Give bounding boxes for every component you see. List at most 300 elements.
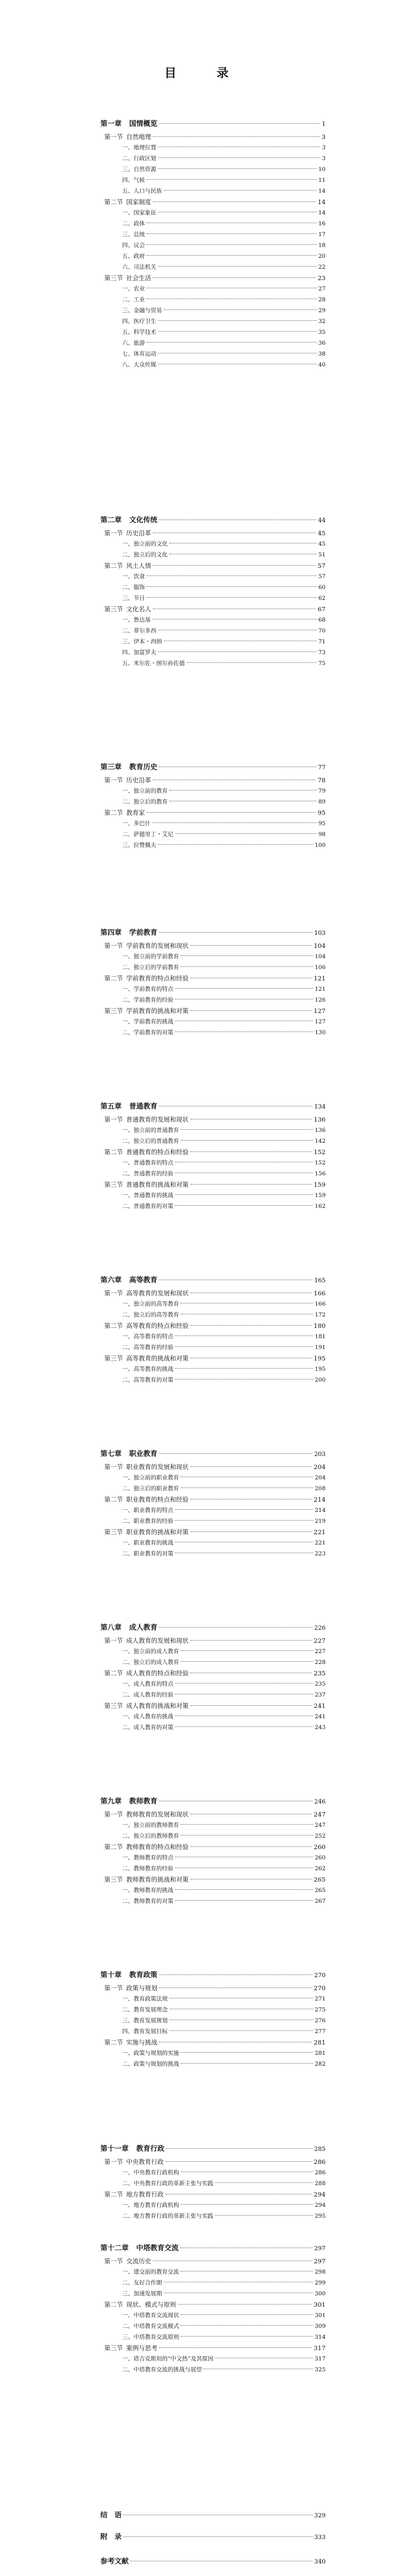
leader-dots — [152, 822, 317, 823]
toc-title: 普通教育 — [129, 1103, 158, 1111]
page-number: 219 — [314, 1518, 326, 1524]
page-number: 152 — [314, 1160, 326, 1166]
toc-section — [104, 1115, 326, 1124]
toc-section — [104, 1353, 326, 1363]
toc-title: 一、国家象征 — [122, 210, 156, 216]
toc-title: 一、农业 — [122, 286, 145, 292]
toc-title: 附 录 — [100, 2533, 122, 2541]
toc-title: 职业教育 — [129, 1450, 158, 1458]
leader-dots — [159, 123, 320, 124]
toc-label — [104, 528, 151, 538]
toc-title: 五、科学技术 — [122, 329, 156, 336]
page-number: 294 — [314, 2191, 326, 2198]
toc-subsection — [122, 2332, 326, 2342]
toc-subsection — [122, 1516, 326, 1526]
toc-section — [104, 941, 326, 951]
toc-subsection — [122, 963, 326, 972]
toc-subsection — [122, 984, 326, 994]
toc-title: 国家制度 — [126, 198, 151, 206]
toc-subsection — [122, 219, 326, 229]
toc-label — [122, 1375, 174, 1385]
toc-subsection — [122, 349, 326, 359]
toc-title: 二、教师教育的经验 — [122, 1865, 174, 1872]
leader-dots — [181, 1824, 313, 1825]
toc-label — [104, 1636, 189, 1645]
toc-label — [100, 1797, 157, 1807]
toc-label — [122, 1820, 179, 1830]
leader-dots — [190, 1010, 313, 1011]
toc-subsection — [122, 1864, 326, 1874]
page-number: 136 — [314, 1127, 326, 1134]
page-number: 165 — [314, 1277, 326, 1284]
toc-number: 第十二章 — [100, 2244, 129, 2252]
toc-label — [100, 1102, 157, 1112]
leader-dots — [164, 190, 317, 191]
toc-label — [122, 615, 151, 625]
toc-label — [122, 1647, 179, 1656]
page-number: 282 — [314, 2061, 326, 2067]
toc-subsection — [122, 2168, 326, 2178]
toc-number: 第十一章 — [100, 2145, 129, 2153]
page-number: 73 — [318, 649, 326, 656]
page-number: 130 — [314, 1029, 326, 1036]
toc-title: 二、行政区划 — [122, 155, 156, 162]
page-number: 281 — [314, 2039, 326, 2046]
toc-section — [104, 1495, 326, 1504]
page-title: 目 录 — [164, 66, 243, 80]
toc-title: 教育家 — [126, 809, 145, 817]
toc-title: 自然地理 — [126, 133, 151, 141]
toc-number: 第一节 — [104, 1984, 123, 1992]
toc-title: 三、加速发展期 — [122, 2290, 162, 2297]
toc-section — [104, 973, 326, 983]
toc-title: 二、独立后的职业教育 — [122, 1485, 179, 1492]
toc-label — [122, 1679, 174, 1689]
page-number: 286 — [314, 2158, 326, 2166]
toc-subsection — [122, 338, 326, 348]
toc-label — [122, 1169, 174, 1179]
toc-title: 实施与挑战 — [126, 2039, 157, 2046]
leader-dots — [147, 179, 317, 180]
toc-title: 四、加富罗夫 — [122, 649, 156, 656]
toc-subsection — [122, 1343, 326, 1352]
toc-section — [104, 1288, 326, 1298]
page-number: 270 — [314, 1972, 326, 1979]
leader-dots — [175, 833, 317, 834]
toc-subsection — [122, 2311, 326, 2320]
toc-label — [122, 1657, 179, 1667]
page-number: 172 — [314, 1312, 326, 1318]
page-number: 214 — [314, 1496, 326, 1503]
page-number: 127 — [314, 1007, 326, 1015]
toc-label — [104, 1842, 189, 1852]
page-number: 265 — [314, 1887, 326, 1894]
page-number: 297 — [314, 2257, 326, 2265]
page-number: 241 — [314, 1702, 326, 1710]
toc-title: 一、地理位置 — [122, 144, 156, 151]
toc-number: 第二节 — [104, 1843, 123, 1851]
toc-label — [122, 840, 156, 850]
toc-label — [122, 360, 156, 370]
toc-subsection — [122, 2027, 326, 2036]
toc-title: 职业教育的发展和现状 — [126, 1463, 189, 1471]
toc-title: 二、成人教育的对策 — [122, 1724, 174, 1731]
toc-title: 二、工业 — [122, 296, 145, 303]
page-number: 228 — [314, 1659, 326, 1666]
toc-subsection — [122, 1505, 326, 1515]
toc-subsection — [122, 1994, 326, 2004]
toc-label — [122, 1484, 179, 1493]
leader-dots — [190, 1640, 313, 1641]
page-number: 301 — [314, 2312, 326, 2319]
page-number: 235 — [314, 1669, 326, 1677]
toc-number: 第一节 — [104, 133, 123, 141]
toc-subsection — [122, 1820, 326, 1830]
page-number: 57 — [318, 573, 326, 580]
toc-label — [104, 1180, 189, 1189]
page-number: 78 — [317, 776, 326, 784]
page-number: 297 — [314, 2245, 326, 2252]
toc-subsection — [122, 327, 326, 337]
toc-label — [122, 2311, 179, 2320]
toc-title: 案例与思考 — [126, 2344, 157, 2352]
leader-dots — [190, 1325, 313, 1326]
toc-subsection — [122, 175, 326, 185]
toc-label — [104, 1462, 189, 1472]
toc-number: 第八章 — [100, 1624, 122, 1632]
toc-label — [122, 1332, 174, 1341]
toc-label — [122, 2016, 168, 2026]
toc-label — [104, 2157, 164, 2167]
toc-number: 第五章 — [100, 1103, 122, 1111]
toc-number: 第三章 — [100, 763, 122, 771]
toc-title: 一、独立前的学前教育 — [122, 953, 179, 960]
leader-dots — [147, 255, 317, 256]
toc-subsection — [122, 360, 326, 370]
page-number: 200 — [314, 1377, 326, 1383]
toc-section — [104, 132, 326, 142]
toc-label — [104, 1668, 189, 1678]
toc-label — [104, 1701, 189, 1711]
leader-dots — [175, 1509, 313, 1510]
toc-number: 第一节 — [104, 1637, 123, 1644]
page-number: 241 — [314, 1713, 326, 1720]
toc-label — [122, 2354, 213, 2364]
toc-chapter — [100, 1971, 326, 1980]
toc-number: 第二节 — [104, 1669, 123, 1677]
toc-section — [104, 2189, 326, 2199]
toc-label — [122, 1136, 179, 1146]
page-number: 159 — [314, 1181, 326, 1188]
toc-subsection — [122, 2211, 326, 2221]
toc-title: 二、服饰 — [122, 584, 145, 591]
toc-label — [122, 219, 145, 229]
toc-subsection — [122, 2016, 326, 2026]
toc-subsection — [122, 593, 326, 603]
toc-subsection — [122, 306, 326, 315]
toc-title: 二、政策与规划的挑战 — [122, 2061, 179, 2067]
toc-label — [122, 327, 156, 337]
toc-title: 政策与规划 — [126, 1984, 157, 1992]
toc-label — [122, 2267, 179, 2277]
page-number: 51 — [318, 552, 326, 558]
toc-subsection — [122, 2289, 326, 2299]
toc-subsection — [122, 1657, 326, 1667]
page-number: 317 — [314, 2344, 326, 2352]
toc-subsection — [122, 1538, 326, 1548]
page-number: 16 — [318, 220, 326, 227]
toc-title: 普通教育的特点和经验 — [126, 1148, 189, 1156]
toc-label — [100, 516, 157, 526]
page-number: 247 — [314, 1822, 326, 1828]
toc-subsection — [122, 240, 326, 250]
page-number: 3 — [322, 155, 326, 162]
toc-title: 中塔教育交流 — [136, 2244, 179, 2252]
page-number: 285 — [314, 2145, 326, 2153]
toc-label — [122, 2289, 162, 2299]
page-number: 214 — [314, 1507, 326, 1514]
leader-dots — [147, 233, 317, 234]
page-number: 11 — [318, 177, 326, 183]
page-number: 265 — [314, 1876, 326, 1883]
toc-section — [104, 561, 326, 571]
toc-subsection — [122, 797, 326, 807]
toc-title: 教育历史 — [129, 763, 158, 771]
toc-number: 第三节 — [104, 274, 123, 282]
toc-number: 第三节 — [104, 1876, 123, 1883]
toc-label — [122, 984, 174, 994]
toc-number: 第三节 — [104, 1181, 123, 1188]
toc-section — [104, 1842, 326, 1852]
toc-title: 三、总统 — [122, 231, 145, 238]
page-number: 67 — [317, 605, 326, 613]
toc-title: 一、高等教育的特点 — [122, 1333, 174, 1340]
toc-subsection — [122, 819, 326, 828]
page-number: 221 — [314, 1528, 326, 1536]
toc-title: 学前教育的挑战和对策 — [126, 1007, 189, 1015]
toc-number: 第二节 — [104, 2191, 123, 2198]
toc-label — [122, 306, 162, 315]
leader-dots — [175, 1031, 313, 1032]
toc-subsection — [122, 995, 326, 1005]
toc-number: 第二节 — [104, 1148, 123, 1156]
leader-dots — [175, 1205, 313, 1206]
toc-label — [100, 928, 157, 938]
toc-title: 一、独立前的普通教育 — [122, 1127, 179, 1134]
toc-chapter — [100, 2244, 326, 2254]
page-number: 29 — [318, 307, 326, 314]
toc-number: 第二节 — [104, 809, 123, 817]
leader-dots — [158, 168, 317, 169]
toc-title: 三、中塔教育交流原则 — [122, 2334, 179, 2340]
leader-dots — [175, 1520, 313, 1521]
toc-label — [100, 1971, 157, 1980]
leader-dots — [190, 1846, 313, 1847]
toc-subsection — [122, 2048, 326, 2058]
toc-subsection — [122, 1853, 326, 1863]
page-number: 14 — [318, 210, 326, 216]
toc-section — [104, 1983, 326, 1993]
toc-label — [104, 604, 151, 614]
page-number: 22 — [318, 264, 326, 270]
toc-title: 二、独立后的学前教育 — [122, 964, 179, 971]
toc-title: 二、独立后的普通教育 — [122, 1138, 179, 1144]
leader-dots — [181, 1835, 313, 1836]
toc-subsection — [122, 550, 326, 560]
leader-dots — [158, 320, 317, 321]
toc-label — [122, 2005, 168, 2015]
page-number: 14 — [317, 198, 326, 206]
toc-label — [122, 1310, 179, 1320]
toc-subsection — [122, 1191, 326, 1200]
page-number: 3 — [321, 133, 326, 141]
page-number: 208 — [314, 1485, 326, 1492]
toc-label — [122, 2200, 179, 2210]
toc-label — [100, 1276, 157, 1286]
toc-title: 成人教育 — [129, 1624, 158, 1632]
toc-label — [104, 273, 151, 283]
toc-chapter — [100, 2144, 326, 2154]
toc-number: 第六章 — [100, 1276, 122, 1284]
toc-section — [104, 775, 326, 785]
toc-title: 一、高等教育的挑战 — [122, 1366, 174, 1372]
toc-number: 第一节 — [104, 776, 123, 784]
toc-title: 四、医疗卫生 — [122, 318, 156, 325]
toc-label — [122, 2059, 179, 2069]
toc-number: 第一节 — [104, 1116, 123, 1123]
leader-dots — [181, 2052, 313, 2053]
page-number: 17 — [318, 231, 326, 238]
leader-dots — [147, 597, 317, 598]
toc-subsection — [122, 1831, 326, 1841]
page-number: 260 — [314, 1843, 326, 1851]
toc-title: 现状、模式与原则 — [126, 2301, 176, 2308]
toc-title: 二、职业教育的经验 — [122, 1518, 174, 1524]
toc-title: 高等教育的发展和现状 — [126, 1289, 189, 1297]
toc-subsection — [122, 583, 326, 592]
leader-dots — [159, 2347, 312, 2348]
page-number: 260 — [314, 1855, 326, 1861]
page-number: 223 — [314, 1550, 326, 1557]
leader-dots — [158, 651, 317, 652]
page-number: 36 — [318, 340, 326, 346]
toc-subsection — [122, 1332, 326, 1341]
toc-number: 第一节 — [104, 1289, 123, 1297]
toc-title: 一、独立前的教师教育 — [122, 1822, 179, 1828]
page-number: 270 — [314, 1984, 326, 1992]
toc-label — [122, 593, 145, 603]
toc-number: 第二节 — [104, 974, 123, 982]
toc-label — [122, 637, 162, 647]
page-number: 195 — [314, 1366, 326, 1372]
toc-title: 一、成人教育的特点 — [122, 1681, 174, 1687]
page-number: 23 — [317, 274, 326, 282]
toc-label — [100, 1450, 157, 1459]
toc-title: 职业教育的特点和经验 — [126, 1496, 189, 1503]
toc-label — [122, 2048, 179, 2058]
toc-section — [104, 2300, 326, 2309]
toc-label — [104, 775, 151, 785]
toc-number: 第一节 — [104, 2158, 123, 2166]
toc-chapter — [100, 1276, 326, 1286]
toc-title: 五、政府 — [122, 253, 145, 260]
page-number: 95 — [317, 809, 326, 817]
toc-subsection — [122, 1679, 326, 1689]
toc-label — [122, 1364, 174, 1374]
toc-label — [122, 572, 145, 581]
toc-subsection — [122, 1896, 326, 1906]
toc-title: 二、学前教育的经验 — [122, 997, 174, 1003]
toc-subsection — [122, 1712, 326, 1721]
toc-title: 二、独立后的成人教育 — [122, 1659, 179, 1666]
toc-chapter — [100, 928, 326, 938]
toc-section — [104, 808, 326, 818]
toc-title: 一、独立前的高等教育 — [122, 1301, 179, 1307]
page-number: 156 — [314, 1170, 326, 1177]
toc-label — [104, 1809, 189, 1819]
toc-title: 五、米尔佐・图尔孙佐德 — [122, 660, 185, 667]
page-number: 275 — [314, 2007, 326, 2013]
toc-label — [122, 2179, 213, 2188]
toc-subsection — [122, 1484, 326, 1493]
toc-section — [104, 2256, 326, 2266]
page-number: 127 — [314, 1018, 326, 1025]
toc-label — [100, 2533, 122, 2542]
leader-dots — [147, 575, 317, 576]
toc-title: 二、高等教育的经验 — [122, 1344, 174, 1351]
leader-dots — [181, 2063, 313, 2064]
page-number: 103 — [314, 929, 326, 936]
toc-title: 风土人情 — [126, 562, 151, 569]
toc-chapter — [100, 763, 326, 773]
toc-number: 第三节 — [104, 1702, 123, 1710]
page-number: 104 — [314, 942, 326, 950]
leader-dots — [164, 309, 317, 310]
toc-title: 三、拉赞佩夫 — [122, 842, 156, 849]
toc-label — [104, 973, 189, 983]
page-number: 126 — [314, 997, 326, 1003]
leader-dots — [169, 2030, 313, 2031]
page-number: 325 — [314, 2366, 326, 2373]
toc-section — [104, 1668, 326, 1678]
toc-subsection — [122, 2321, 326, 2331]
toc-subsection — [122, 2059, 326, 2069]
leader-dots — [147, 244, 317, 245]
leader-dots — [159, 1453, 313, 1454]
toc-title: 二、普通教育的对策 — [122, 1203, 174, 1210]
toc-title: 四、气候 — [122, 177, 145, 183]
page-number: 166 — [314, 1289, 326, 1297]
leader-dots — [190, 1531, 313, 1532]
toc-title: 二、独立后的教育 — [122, 799, 168, 805]
toc-chapter — [100, 2533, 326, 2542]
toc-subsection — [122, 786, 326, 796]
toc-subsection — [122, 1125, 326, 1135]
toc-label — [104, 2300, 176, 2309]
toc-label — [122, 648, 156, 657]
page-number: 226 — [314, 1624, 326, 1631]
toc-title: 中央教育行政 — [126, 2158, 164, 2166]
page-number: 333 — [314, 2534, 326, 2541]
toc-title: 一、多巴什 — [122, 820, 151, 827]
toc-title: 一、独立前的文化 — [122, 541, 168, 547]
toc-subsection — [122, 1136, 326, 1146]
toc-subsection — [122, 952, 326, 961]
toc-label — [122, 786, 168, 796]
toc-title: 文化名人 — [126, 605, 151, 613]
toc-label — [122, 2211, 213, 2221]
toc-label — [122, 1549, 174, 1559]
